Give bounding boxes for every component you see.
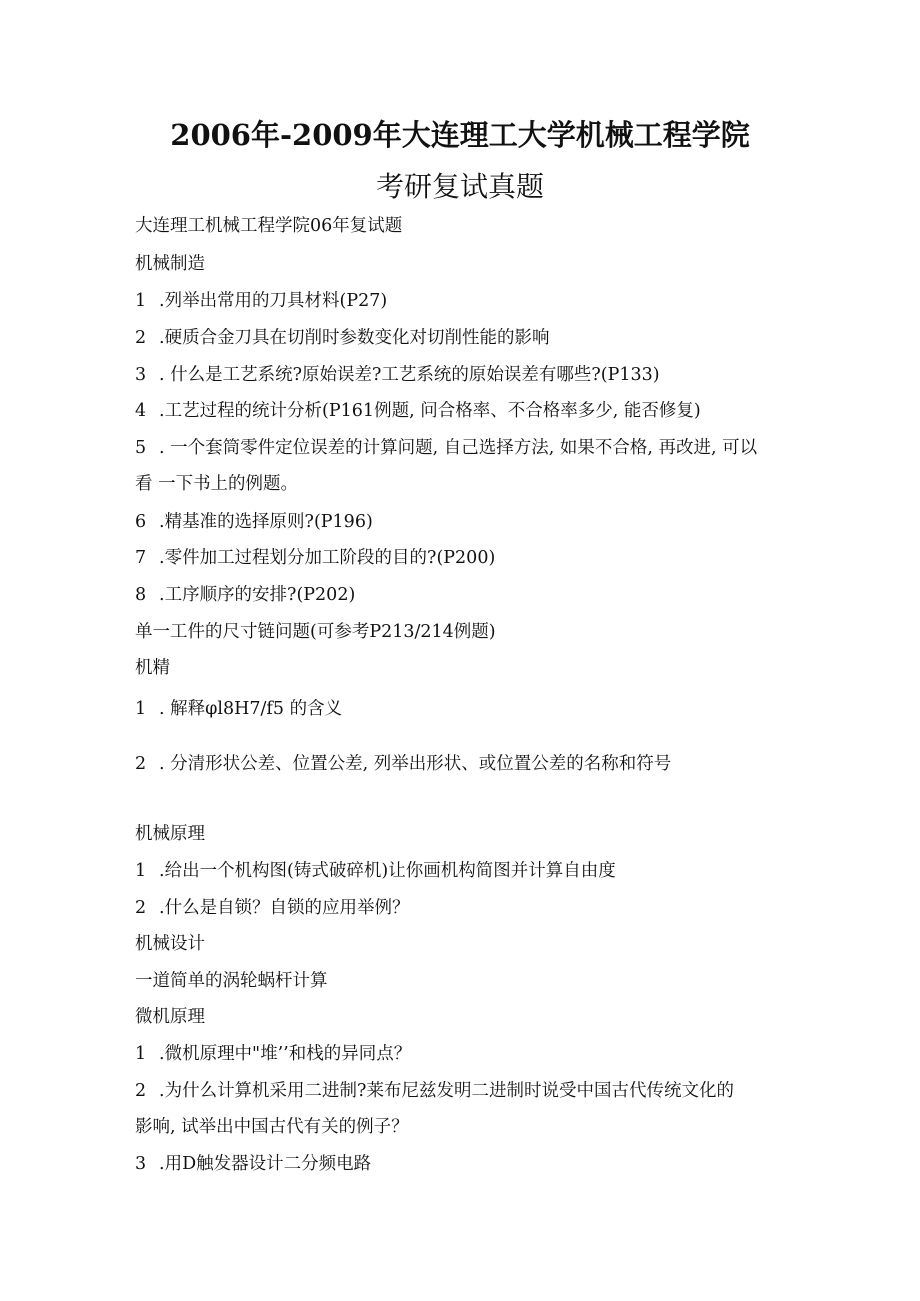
- question-item: 2 . 分清形状公差、位置公差, 列举出形状、或位置公差的名称和符号: [135, 754, 672, 774]
- question-item: 1 .给出一个机构图(铸式破碎机)让你画机构简图并计算自由度: [135, 861, 616, 881]
- question-continuation: 看 一下书上的例题。: [135, 474, 299, 494]
- question-item: 1 . 解释φl8H7/f5 的含义: [135, 699, 343, 719]
- question-item: 2 .硬质合金刀具在切削时参数变化对切削性能的影响: [135, 328, 550, 348]
- subject-heading-mechanism: 机械原理: [135, 824, 205, 844]
- question-item: 2 .什么是自锁？自锁的应用举例？: [135, 898, 410, 918]
- question-line: 一道简单的涡轮蜗杆计算: [135, 971, 328, 991]
- question-item: 5 . 一个套筒零件定位误差的计算问题, 自己选择方法, 如果不合格, 再改进, 可以: [135, 438, 758, 458]
- question-item: 4 .工艺过程的统计分析(P161例题, 问合格率、不合格率多少, 能否修复): [135, 401, 701, 421]
- question-item: 8 .工序顺序的安排?(P202): [135, 585, 356, 605]
- section-heading-2006: 大连理工机械工程学院06年复试题: [135, 216, 403, 236]
- subject-heading-machining: 机械制造: [135, 254, 205, 274]
- subject-heading-design: 机械设计: [135, 934, 205, 954]
- question-item: 6 .精基准的选择原则?(P196): [135, 512, 373, 532]
- question-continuation: 影响, 试举出中国古代有关的例子？: [135, 1117, 409, 1137]
- question-item: 3 . 什么是工艺系统?原始误差?工艺系统的原始误差有哪些?(P133): [135, 365, 660, 385]
- question-item: 2 .为什么计算机采用二进制?莱布尼兹发明二进制时说受中国古代传统文化的: [135, 1081, 734, 1101]
- question-item: 1 .列举出常用的刀具材料(P27): [135, 291, 388, 311]
- question-line: 单一工件的尺寸链问题(可参考P213/214例题): [135, 622, 496, 642]
- subject-heading-precision: 机精: [135, 658, 170, 678]
- subject-heading-microcomputer: 微机原理: [135, 1007, 205, 1027]
- question-item: 1 .微机原理中"堆’’和栈的异同点？: [135, 1044, 412, 1064]
- document-subtitle: 考研复试真题: [375, 170, 544, 203]
- question-item: 7 .零件加工过程划分加工阶段的目的?(P200): [135, 548, 496, 568]
- document-title: 2006年-2009年大连理工大学机械工程学院: [170, 118, 750, 152]
- question-item: 3 .用D触发器设计二分频电路: [135, 1154, 372, 1174]
